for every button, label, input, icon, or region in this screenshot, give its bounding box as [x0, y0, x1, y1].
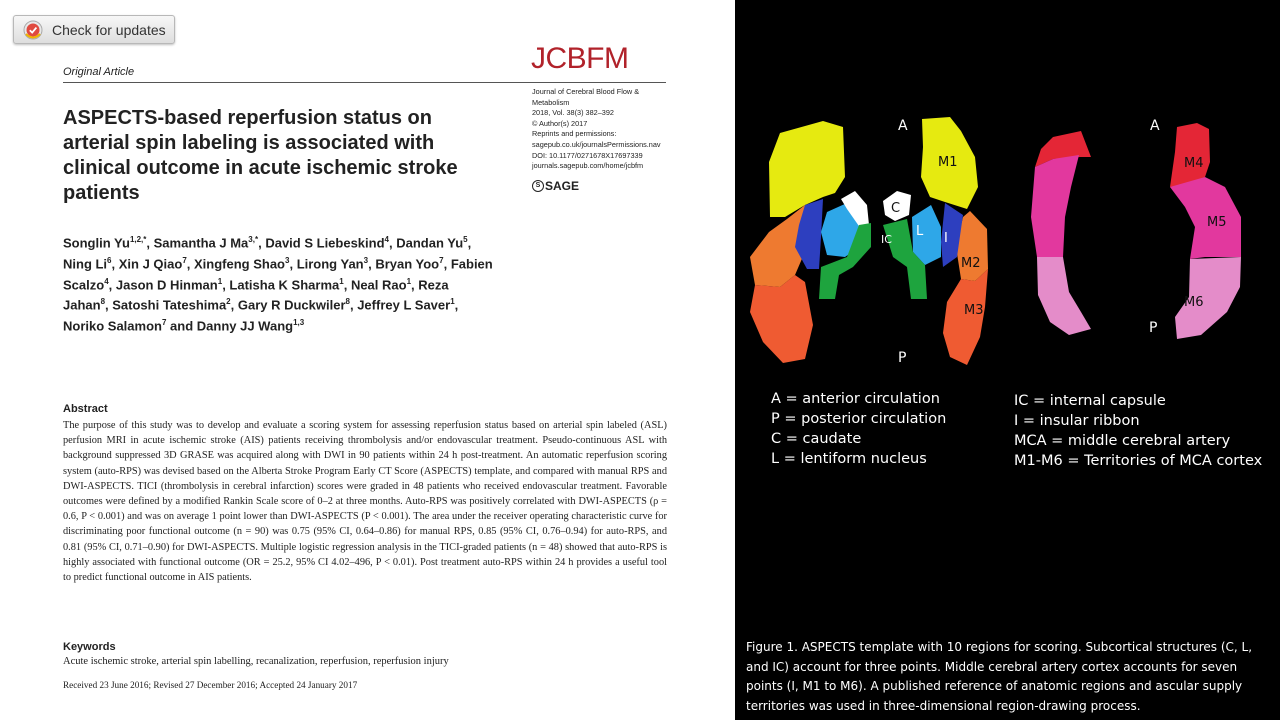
doi-link[interactable]: DOI: 10.1177/0271678X17697339: [532, 150, 643, 160]
legend-m1-m6: M1-M6 = Territories of MCA cortex: [1014, 453, 1263, 469]
author-name: Danny JJ Wang: [196, 318, 294, 334]
author-name: Jeffrey L Saver: [357, 297, 451, 313]
article-type: Original Article: [63, 66, 135, 78]
region-m3-left: [750, 275, 813, 363]
journal-meta-line: Journal of Cerebral Blood Flow &: [532, 87, 640, 96]
region-m5: [1031, 155, 1079, 257]
label-m3: M3: [964, 303, 984, 318]
label-m4: M4: [1184, 156, 1204, 171]
author-name: Gary R Duckwiler: [237, 297, 346, 313]
author-affiliation: 1,2,*: [129, 235, 147, 244]
abstract-text: The purpose of this study was to develop and evaluate a scoring system for assessing reperfusion status based on arterial spin labeled (ASL) perfusion MRI in acute ischemic stroke (AIS) patients receiving thrombolysis and/or endovascular treatment. Pseudo-continuous ASL with background suppressed 3D GRASE was acquired along with DWI in 90 patients within 24 h post-treatment. An automatic reperfusion scoring system (auto-RPS) was devised based on the Alberta Stroke Program Early CT Score (ASPECTS) template, and compared with manual RPS and DWI-ASPECTS. TICI (thrombolysis in cerebral infarction) scores were graded in 48 patients who received endovascular treatment. Favorable outcomes were defined by a modified Rankin Scale score of 0–2 at three months. Auto-RPS was positively correlated with DWI-ASPECTS (ρ = 0.6, P < 0.001) and was on average 1 point lower than DWI-ASPECTS (P < 0.001). The area under the receiver operating characteristic curve for discriminating poor functional outcome (n = 90) was 0.75 (95% CI, 0.64–0.86) for manual RPS, 0.85 (95% CI, 0.76–0.94) for auto-RPS, and 0.81 (95% CI, 0.71–0.90) for DWI-ASPECTS. Multiple logistic regression analysis in the TICI-graded patients (n = 48) showed that auto-RPS is highly associated with functional outcome (OR = 25.2, 95% CI 4.02–496, P < 0.01). Post treatment auto-RPS within 24 h provides a useful tool to predict functional outcome in AIS patients.: [63, 420, 667, 584]
abstract-heading: Abstract: [63, 403, 108, 415]
author-name: Satoshi Tateshima: [112, 297, 227, 313]
publisher-name: SAGE: [545, 179, 580, 193]
author-name: Ning Li: [63, 256, 108, 272]
header-divider: [63, 82, 666, 83]
journal-meta-line: Reprints and permissions:: [532, 129, 617, 139]
region-m6: [1037, 257, 1091, 335]
sage-logo-icon: S: [532, 180, 544, 192]
author-affiliation: 3,*: [248, 235, 259, 244]
article-title: ASPECTS-based reperfusion status on arterial spin labeling is associated with clinical outcome in acute ischemic stroke patients: [63, 107, 458, 204]
author-name: Noriko Salamon: [63, 318, 162, 334]
author-affiliation: 2: [226, 297, 231, 307]
legend-caudate: C = caudate: [771, 431, 862, 447]
author-name: Dandan Yu: [396, 235, 464, 251]
author-affiliation: 4: [104, 276, 109, 286]
author-name: Songlin Yu: [63, 235, 130, 251]
region-m1-left: [769, 121, 845, 217]
update-badge-icon: [23, 20, 43, 40]
figure-caption: Figure 1. ASPECTS template with 10 regions for scoring. Subcortical structures (C, L, and IC) account for three points. Middle cerebral artery cortex accounts for seven points (I, M1 to M6). A published reference of anatomic regions and ascular supply territories was used in three-dimensional region-drawing process.: [746, 640, 1253, 713]
legend-insular: I = insular ribbon: [1014, 413, 1140, 429]
label-a-right: A: [1150, 118, 1160, 134]
author-name: Xingfeng Shao: [194, 256, 285, 272]
author-affiliation: 6: [107, 255, 112, 265]
author-name: Xin J Qiao: [118, 256, 183, 272]
author-affiliation: 1,3: [293, 318, 305, 328]
label-internal-capsule: IC: [881, 233, 892, 246]
journal-meta-line: 2018, Vol. 38(3) 382–392: [532, 108, 614, 118]
journal-home-link[interactable]: journals.sagepub.com/home/jcbfm: [532, 161, 644, 171]
journal-logo: JCBFM: [531, 42, 629, 75]
label-lentiform: L: [916, 224, 924, 239]
journal-meta-line: Metabolism: [532, 97, 570, 107]
author-name: Fabien Scalzo: [63, 256, 493, 292]
label-caudate: C: [891, 201, 901, 216]
permissions-link[interactable]: sagepub.co.uk/journalsPermissions.nav: [532, 139, 661, 149]
author-name: Lirong Yan: [296, 256, 364, 272]
author-list: Songlin $Yu^{1,2,*}$, Samantha J $Ma^{3,*}$, David S Liebeskind$^4$, Dandan Yu$^5$, Ning Li$^6$, Xin J Qiao$^7$, Xingfeng Shao$^3$, Lirong Yan$^3$, Bryan Yoo$^7$, Fabien Scalzo$^4$, Jason D Hinman$^1$, Latisha K Sharma$^1$, Neal Rao$^1$, Reza Jahan$^8$, Satoshi Tateshima$^2$, Gary R Duckwiler$^8$, Jeffrey L Saver$^1$, Noriko Salamon$^7$ and Danny JJ Wang$^{1,3}$: [63, 235, 493, 334]
author-affiliation: 7: [439, 255, 444, 265]
journal-meta: [532, 87, 682, 172]
author-affiliation: 4: [384, 235, 389, 244]
author-affiliation: 3: [363, 255, 369, 265]
author-name: Jason D Hinman: [115, 276, 218, 292]
label-m6: M6: [1184, 295, 1204, 310]
author-name: Neal Rao: [350, 276, 407, 292]
author-affiliation: 8: [345, 297, 350, 307]
legend-lentiform: L = lentiform nucleus: [771, 451, 927, 467]
region-m5-cortex: [1170, 177, 1241, 259]
keywords-heading: Keywords: [63, 641, 116, 653]
author-affiliation: 7: [161, 318, 167, 328]
author-affiliation: 8: [100, 297, 106, 307]
author-affiliation: 7: [182, 255, 187, 265]
check-for-updates-label: Check for updates: [52, 21, 166, 38]
legend-mca: MCA = middle cerebral artery: [1014, 433, 1231, 449]
label-p-right: P: [1149, 320, 1158, 336]
author-name: Samantha J Ma: [153, 235, 249, 251]
author-name: Bryan Yoo: [375, 256, 440, 272]
author-affiliation: 1: [339, 276, 344, 286]
author-affiliation: 1: [450, 297, 455, 307]
label-m1: M1: [938, 155, 958, 170]
keywords-text: Acute ischemic stroke, arterial spin labelling, recanalization, reperfusion, reperfusion injury: [63, 656, 449, 667]
label-insula: I: [944, 231, 948, 246]
author-affiliation: 1: [217, 276, 223, 286]
legend-internal-capsule: IC = internal capsule: [1014, 393, 1166, 409]
author-name: David S Liebeskind: [265, 235, 385, 251]
author-name: Latisha K Sharma: [229, 276, 340, 292]
label-p-left: P: [898, 350, 907, 366]
publisher-logo: [532, 179, 579, 193]
author-affiliation: 3: [285, 255, 290, 265]
label-m2: M2: [961, 256, 981, 271]
author-name: Reza Jahan: [63, 276, 449, 313]
label-m5: M5: [1207, 215, 1227, 230]
label-a-left: A: [898, 118, 908, 134]
author-affiliation: 5: [463, 235, 468, 244]
received-dates: Received 23 June 2016; Revised 27 December 2016; Accepted 24 January 2017: [63, 680, 358, 690]
author-affiliation: 1: [406, 276, 412, 286]
check-for-updates-button[interactable]: [13, 15, 175, 44]
legend-anterior: A = anterior circulation: [771, 391, 940, 407]
journal-meta-line: © Author(s) 2017: [532, 118, 588, 128]
legend-posterior: P = posterior circulation: [771, 411, 947, 427]
